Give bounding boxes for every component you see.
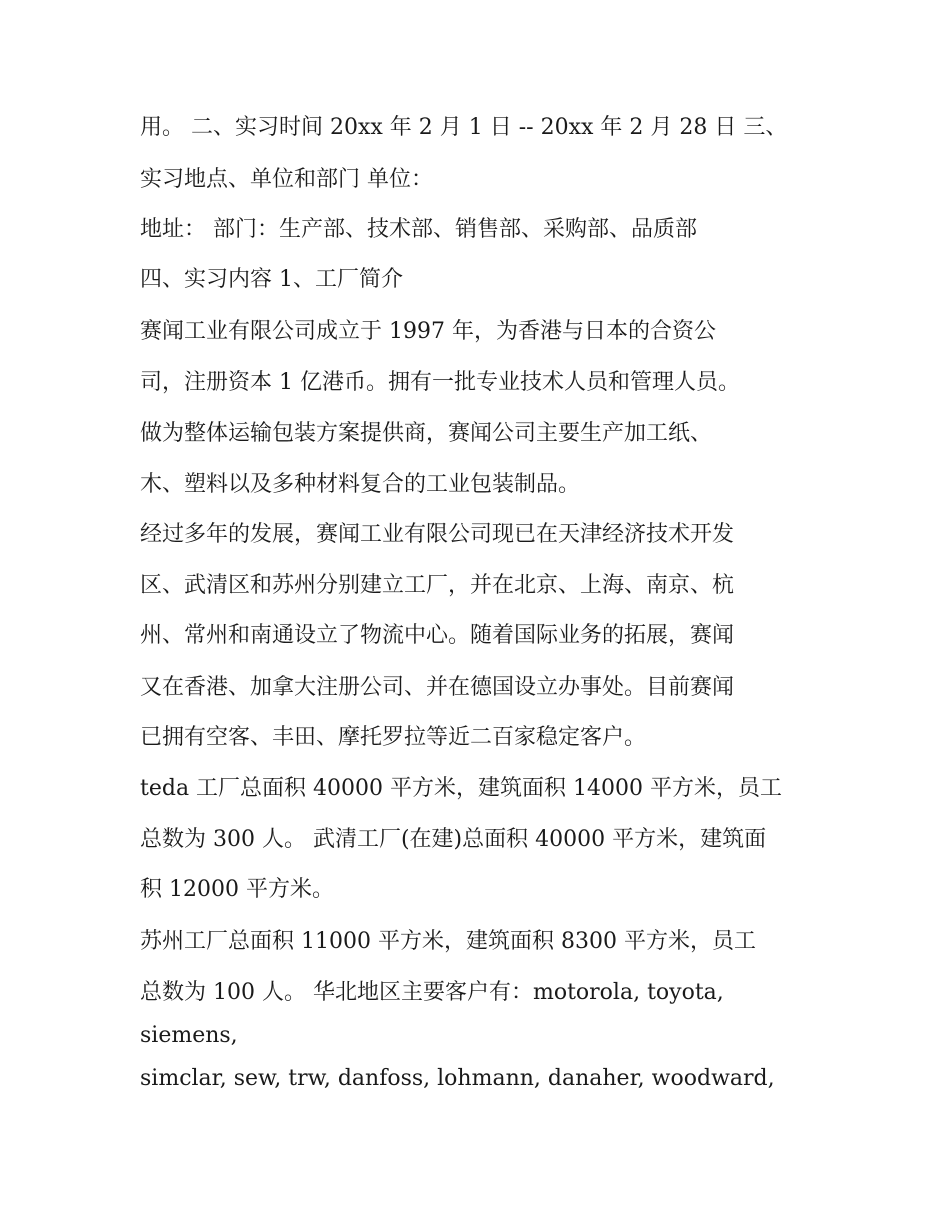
text-line-14: teda 工厂总面积 40000 平方米，建筑面积 14000 平方米，员工 bbox=[140, 776, 782, 801]
text-line-3: 地址： 部门：生产部、技术部、销售部、采购部、品质部 bbox=[140, 217, 697, 242]
text-line-6: 司，注册资本 1 亿港币。拥有一批专业技术人员和管理人员。 bbox=[140, 370, 740, 395]
text-line-17: 苏州工厂总面积 11000 平方米，建筑面积 8300 平方米，员工 bbox=[140, 929, 756, 954]
text-line-1: 用。 二、实习时间 20xx 年 2 月 1 日 -- 20xx 年 2 月 28 日 三、 bbox=[140, 115, 788, 140]
text-line-5: 赛闻工业有限公司成立于 1997 年，为香港与日本的合资公 bbox=[140, 319, 716, 344]
text-line-9: 经过多年的发展，赛闻工业有限公司现已在天津经济技术开发 bbox=[140, 522, 735, 547]
text-line-18: 总数为 100 人。 华北地区主要客户有：motorola, toyota, bbox=[140, 980, 724, 1005]
text-line-2: 实习地点、单位和部门 单位： bbox=[140, 167, 433, 192]
text-line-15: 总数为 300 人。 武清工厂(在建)总面积 40000 平方米，建筑面 bbox=[140, 827, 767, 852]
text-line-10: 区、武清区和苏州分别建立工厂，并在北京、上海、南京、杭 bbox=[140, 573, 735, 598]
text-line-20: simclar, sew, trw, danfoss, lohmann, danaher, woodward, bbox=[140, 1066, 775, 1091]
text-line-8: 木、塑料以及多种材料复合的工业包装制品。 bbox=[140, 472, 581, 497]
text-line-4: 四、实习内容 1、工厂简介 bbox=[140, 267, 403, 292]
text-line-7: 做为整体运输包装方案提供商，赛闻公司主要生产加工纸、 bbox=[140, 421, 713, 446]
text-line-12: 又在香港、加拿大注册公司、并在德国设立办事处。目前赛闻 bbox=[140, 675, 735, 700]
text-line-13: 已拥有空客、丰田、摩托罗拉等近二百家稳定客户。 bbox=[140, 725, 647, 750]
text-line-11: 州、常州和南通设立了物流中心。随着国际业务的拓展，赛闻 bbox=[140, 623, 735, 648]
text-line-19: siemens, bbox=[140, 1023, 238, 1048]
text-line-16: 积 12000 平方米。 bbox=[140, 877, 334, 902]
